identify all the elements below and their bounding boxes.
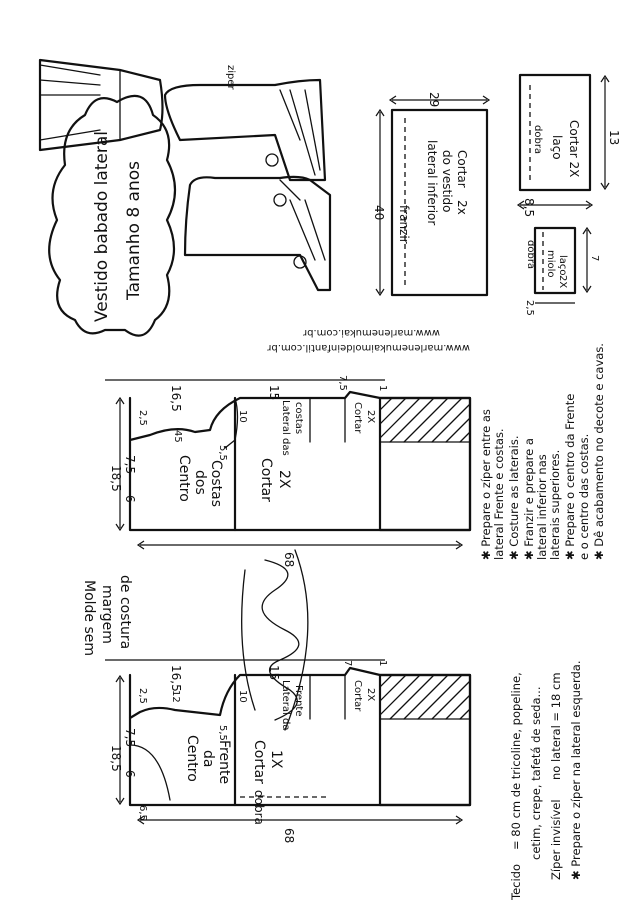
lower-side-fold: franzir (397, 205, 411, 244)
back-cut-1: Cortar (258, 458, 274, 502)
seam-note-2: margem (99, 585, 115, 644)
back-dim-18-5: 18,5 (109, 465, 123, 492)
back-side-label-2: costas (293, 402, 304, 435)
front-hatch (380, 675, 470, 719)
front-side-label-2: Frente (293, 685, 304, 717)
instruction-6: ✱ Prepare o centro da Frente (563, 393, 577, 560)
fabric-line-3: no lateral = 18 cm (549, 672, 563, 780)
front-dim-16-5: 16,5 (169, 665, 183, 692)
bow-center-fold: dobra (525, 240, 536, 270)
title-line-1: Vestido babado lateral (92, 130, 112, 322)
front-dim-68: 68 (282, 828, 296, 844)
instruction-5: laterais superiores. (548, 449, 562, 560)
back-dim-7-5: 7,5 (123, 455, 137, 475)
front-dim-15: 15 (267, 665, 281, 681)
instruction-2: ✱ Costure as laterais. (507, 435, 521, 560)
fabric-line-1: = 80 cm de tricoline, popeline, (509, 672, 523, 850)
front-center-label-3: Frente (216, 740, 232, 785)
instruction-0: ✱ Prepare o zíper entre as (479, 409, 493, 560)
back-side-cut-2: 2X (365, 410, 376, 424)
bow-center-piece (524, 228, 600, 316)
lower-side-label-1: lateral inferior (425, 140, 439, 226)
bow-center-label-1: miolo (545, 250, 556, 278)
seam-note-3: de costura (117, 575, 133, 650)
back-center-label-1: Centro (176, 455, 192, 502)
lower-side-label-4: 2x (455, 200, 469, 215)
title-line-2: Tamanho 8 anos (124, 161, 144, 300)
seam-note (81, 575, 133, 656)
front-dim-1: 1 (377, 660, 388, 667)
back-center-label-3: Costas (208, 460, 224, 507)
fabric-label: Tecido (509, 864, 523, 900)
back-side-cut-1: Cortar (352, 402, 363, 434)
back-dim-15: 15 (267, 385, 281, 401)
seam-note-1: Molde sem (81, 580, 97, 657)
lower-side-piece (372, 92, 489, 295)
front-dim-12: 12 (170, 690, 181, 703)
back-dim-2-5: 2,5 (137, 410, 148, 426)
website-block (266, 327, 470, 353)
front-dim-5-5: 5,5 (217, 725, 228, 741)
front-side-label-1: Lateral da (280, 680, 291, 731)
front-dim-18-5: 18,5 (109, 745, 123, 772)
front-center-label-1: Centro (184, 735, 200, 782)
instruction-7: e o centro das costas. (577, 433, 591, 560)
zipper-label: ziper (225, 65, 236, 90)
front-dim-7-5: 7,5 (123, 728, 137, 748)
fabric-notes (509, 660, 583, 900)
website-line-2: www.marlenemukaimoldeinfantil.com.br (267, 342, 470, 353)
front-side-cut-1: Cortar (352, 680, 363, 712)
front-cut-1: Cortar (251, 740, 267, 784)
lower-side-label-3: Cortar (455, 150, 469, 188)
bow-center-height: 7 (589, 255, 600, 262)
front-dim-7: 7 (342, 660, 353, 667)
front-dim-6-5: 6,5 (137, 805, 148, 821)
back-dim-10: 10 (237, 410, 248, 423)
back-dim-5-5: 5,5 (217, 445, 228, 461)
fabric-line-4: ✱ Prepare o zíper na lateral esquerda. (569, 660, 583, 880)
front-center-label-2: da (200, 750, 216, 768)
back-center-label-2: dos (192, 470, 208, 495)
lower-side-label-2: do vestido (440, 150, 454, 213)
back-cut-2: 2X (276, 470, 292, 489)
zipper-label-inv: Zíper invisível (549, 799, 563, 880)
back-side-label-1: Lateral das (280, 400, 291, 456)
front-dim-2-5: 2,5 (137, 688, 148, 704)
instructions (479, 343, 606, 560)
bow-height: 13 (607, 130, 621, 146)
instruction-3: ✱ Franzir e prepare a (522, 438, 536, 560)
back-dim-6: 6 (123, 495, 137, 503)
back-hatch (380, 398, 470, 442)
dress-sketch-back-2 (165, 80, 325, 180)
back-dim-1: 1 (377, 385, 388, 392)
dress-sketch-back (40, 60, 236, 150)
front-dim-6: 6 (123, 770, 137, 778)
front-cut-2: 1X (268, 750, 284, 769)
front-fold: dobra (252, 790, 266, 825)
back-dim-7-5b: 7,5 (337, 375, 348, 391)
instruction-4: lateral inferior nas (535, 454, 549, 560)
instruction-1: lateral Frente e costas. (492, 428, 506, 560)
fabric-line-2: cetim, crepe, tafetá de seda... (529, 686, 543, 860)
back-piece (105, 375, 470, 567)
lower-side-width: 40 (372, 205, 386, 221)
instruction-8: ✱ Dê acabamento no decote e cavas. (592, 343, 606, 560)
dress-sketch-front (185, 177, 330, 290)
back-dim-16-5: 16,5 (169, 385, 183, 412)
bow-center-width: 2,5 (524, 300, 535, 316)
bow-label-2: Cortar 2X (567, 120, 581, 178)
bow-fold: dobra (532, 125, 543, 155)
lower-side-height: 29 (427, 92, 441, 108)
back-dim-45: 45 (172, 430, 183, 443)
front-dim-10: 10 (237, 690, 248, 703)
back-dim-68: 68 (282, 552, 296, 568)
front-piece (105, 660, 470, 843)
bow-width: 8,5 (522, 198, 536, 218)
bow-piece (518, 75, 621, 217)
bow-center-label-3: 2X (557, 275, 568, 289)
front-side-cut-2: 2X (365, 688, 376, 702)
bow-center-label-2: laço (557, 255, 568, 276)
bow-label-1: laço (550, 135, 564, 160)
website-line-1: www.marlenemukai.com.br (303, 327, 440, 338)
